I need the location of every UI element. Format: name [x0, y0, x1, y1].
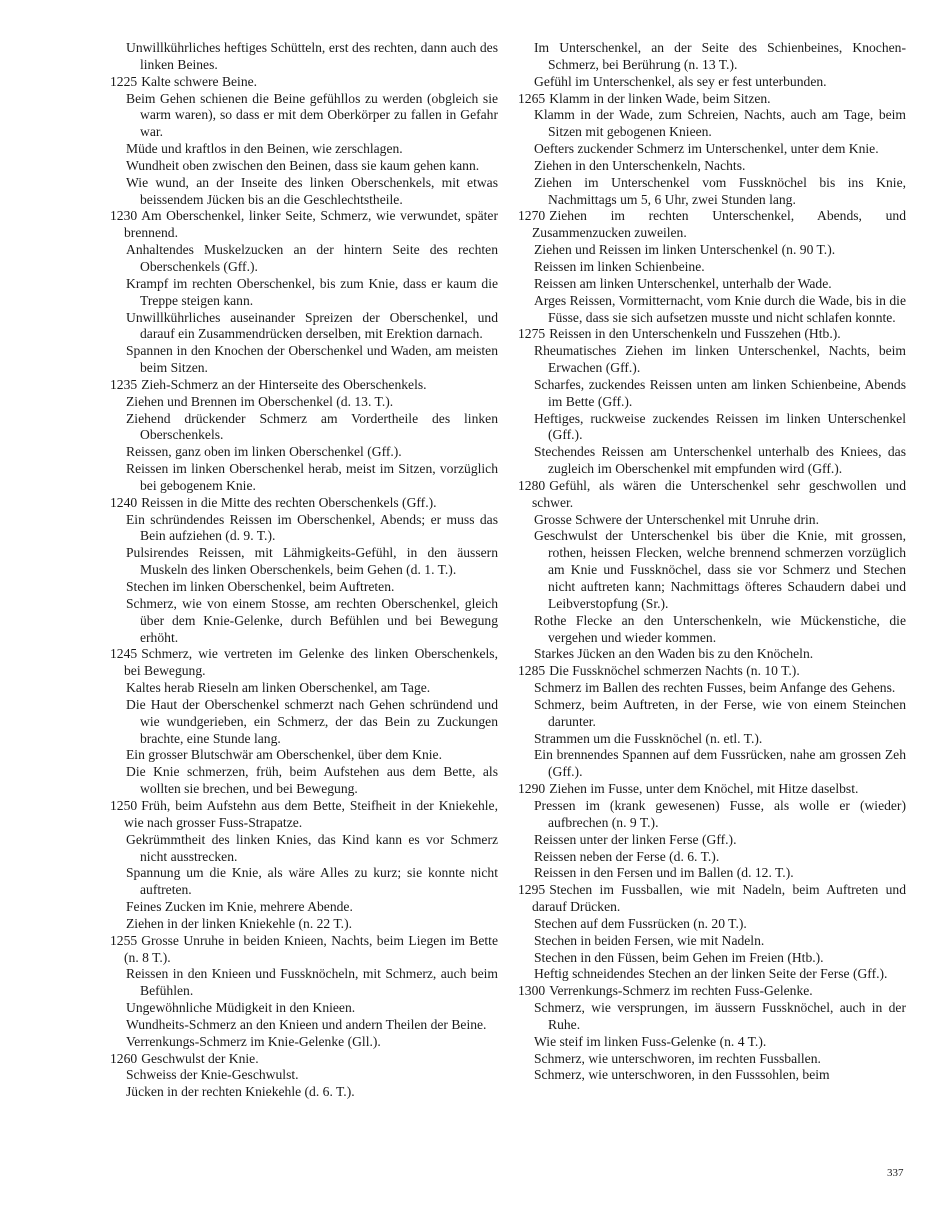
entry-text: Reissen, ganz oben im linken Oberschenkel (Gff.). — [126, 444, 402, 460]
symptom-entry — [110, 697, 498, 748]
symptom-entry — [110, 764, 498, 798]
symptom-entry — [518, 343, 906, 377]
symptom-entry — [110, 1067, 498, 1084]
entry-text: Ziehend drückender Schmerz am Vordertheile des linken Oberschenkels. — [126, 410, 498, 443]
page-number: 337 — [887, 1167, 904, 1179]
symptom-entry — [110, 680, 498, 697]
symptom-entry — [110, 461, 498, 495]
symptom-entry — [518, 613, 906, 647]
entry-number: 1250 — [110, 797, 138, 813]
entry-text: Unwillkührliches heftiges Schütteln, erst des rechten, dann auch des linken Beines. — [126, 40, 498, 72]
symptom-entry — [110, 832, 498, 866]
symptom-entry — [518, 680, 906, 697]
entry-text: Schmerz, wie unterschworen, im rechten Fussballen. — [534, 1050, 821, 1066]
symptom-entry — [518, 276, 906, 293]
entry-text: Grosse Unruhe in beiden Knieen, Nachts, beim Liegen im Bette (n. 8 T.). — [124, 932, 498, 965]
entry-text: Gekrümmtheit des linken Knies, das Kind kann es vor Schmerz nicht ausstrecken. — [126, 831, 498, 864]
symptom-entry — [518, 1067, 906, 1084]
entry-text: Müde und kraftlos in den Beinen, wie zerschlagen. — [126, 141, 403, 157]
symptom-entry — [110, 394, 498, 411]
symptom-entry — [110, 444, 498, 461]
entry-text: Feines Zucken im Knie, mehrere Abende. — [126, 899, 353, 915]
entry-text: Die Knie schmerzen, früh, beim Aufstehen aus dem Bette, als wollten sie brechen, und bei Bewegung. — [126, 764, 498, 797]
symptom-entry — [110, 579, 498, 596]
entry-text: Ziehen im Fusse, unter dem Knöchel, mit Hitze daselbst. — [549, 781, 859, 797]
entry-number: 1280 — [518, 477, 546, 493]
entry-text: Ungewöhnliche Müdigkeit in den Knieen. — [126, 1000, 356, 1016]
symptom-entry — [110, 646, 498, 680]
entry-text: Kalte schwere Beine. — [141, 73, 258, 89]
symptom-entry — [110, 175, 498, 209]
entry-text: Wie steif im linken Fuss-Gelenke (n. 4 T.). — [534, 1033, 767, 1049]
entry-text: Reissen in die Mitte des rechten Oberschenkels (Gff.). — [141, 494, 437, 510]
entry-text: Reissen neben der Ferse (d. 6. T.). — [534, 848, 720, 864]
entry-text: Verrenkungs-Schmerz im Knie-Gelenke (Gll.). — [126, 1033, 381, 1049]
entry-text: Zieh-Schmerz an der Hinterseite des Oberschenkels. — [141, 376, 427, 392]
entry-text: Schmerz, beim Auftreten, in der Ferse, wie von einem Steinchen darunter. — [534, 696, 906, 729]
symptom-entry — [518, 444, 906, 478]
entry-text: Wundheit oben zwischen den Beinen, dass sie kaum gehen kann. — [126, 157, 480, 173]
symptom-entry — [518, 91, 906, 108]
entry-number: 1295 — [518, 882, 546, 898]
entry-text: Gefühl, als wären die Unterschenkel sehr geschwollen und schwer. — [532, 477, 906, 510]
symptom-entry — [518, 377, 906, 411]
symptom-entry — [110, 495, 498, 512]
entry-text: Rothe Flecke an den Unterschenkeln, wie Mückenstiche, die vergehen und wieder kommen. — [534, 612, 906, 645]
entry-text: Stechen in den Füssen, beim Gehen im Freien (Htb.). — [534, 949, 824, 965]
symptom-entry — [518, 798, 906, 832]
symptom-entry — [518, 865, 906, 882]
symptom-entry — [110, 1051, 498, 1068]
symptom-entry — [518, 512, 906, 529]
entry-number: 1255 — [110, 932, 138, 948]
entry-text: Ziehen in den Unterschenkeln, Nachts. — [534, 157, 746, 173]
symptom-entry — [518, 882, 906, 916]
symptom-entry — [518, 697, 906, 731]
entry-text: Geschwulst der Knie. — [141, 1050, 259, 1066]
entry-text: Stechen im Fussballen, wie mit Nadeln, beim Auftreten und darauf Drücken. — [532, 882, 906, 915]
entry-number: 1260 — [110, 1050, 138, 1066]
symptom-entry — [518, 259, 906, 276]
symptom-entry — [518, 646, 906, 663]
symptom-entry — [518, 849, 906, 866]
entry-text: Krampf im rechten Oberschenkel, bis zum Knie, dass er kaum die Treppe steigen kann. — [126, 275, 498, 308]
entry-text: Reissen in den Knieen und Fussknöcheln, mit Schmerz, auch beim Befühlen. — [126, 966, 498, 999]
symptom-entry — [518, 781, 906, 798]
symptom-entry — [110, 798, 498, 832]
symptom-entry — [110, 91, 498, 142]
symptom-entry — [518, 933, 906, 950]
symptom-entry — [518, 40, 906, 74]
entry-text: Schmerz, wie unterschworen, in den Fusssohlen, beim — [534, 1067, 830, 1083]
symptom-entry — [518, 175, 906, 209]
entry-text: Scharfes, zuckendes Reissen unten am linken Schienbeine, Abends im Bette (Gff.). — [534, 376, 906, 409]
entry-number: 1235 — [110, 376, 138, 392]
symptom-entry — [110, 40, 498, 74]
entry-number: 1225 — [110, 73, 138, 89]
entry-number: 1245 — [110, 646, 138, 662]
symptom-entry — [518, 242, 906, 259]
entry-text: Reissen in den Fersen und im Ballen (d. 12. T.). — [534, 865, 794, 881]
entry-text: Beim Gehen schienen die Beine gefühllos zu werden (obgleich sie warm waren), so dass er mit dem Oberkörper zu fallen in Gefahr war. — [126, 90, 498, 140]
entry-number: 1265 — [518, 90, 546, 106]
entry-text: Reissen im linken Oberschenkel herab, meist im Sitzen, vorzüglich bei gebogenem Knie. — [126, 461, 498, 493]
entry-text: Wie wund, an der Inseite des linken Oberschenkels, mit etwas beissendem Jücken bis an die Geschlechtstheile. — [126, 174, 498, 207]
entry-text: Reissen unter der linken Ferse (Gff.). — [534, 831, 737, 847]
symptom-entry — [518, 663, 906, 680]
entry-text: Schweiss der Knie-Geschwulst. — [126, 1067, 299, 1083]
symptom-entry — [518, 478, 906, 512]
symptom-entry — [110, 966, 498, 1000]
entry-text: Ein grosser Blutschwär am Oberschenkel, über dem Knie. — [126, 747, 442, 763]
entry-text: Spannung um die Knie, als wäre Alles zu kurz; sie konnte nicht auftreten. — [126, 865, 498, 898]
symptom-entry — [110, 933, 498, 967]
symptom-entry — [110, 899, 498, 916]
symptom-entry — [518, 1034, 906, 1051]
entry-text: Pulsirendes Reissen, mit Lähmigkeits-Gefühl, in den äussern Muskeln des linken Oberschenkels, beim Gehen (d. 1. T.). — [126, 545, 498, 578]
entry-text: Unwillkührliches auseinander Spreizen der Oberschenkel, und darauf ein Zusammendrücken derselben, mit Erektion darnach. — [126, 309, 498, 342]
entry-text: Heftig schneidendes Stechen an der linken Seite der Ferse (Gff.). — [534, 966, 888, 982]
entry-text: Schmerz, wie vertreten im Gelenke des linken Oberschenkels, bei Bewegung. — [124, 646, 498, 679]
entry-text: Die Fussknöchel schmerzen Nachts (n. 10 T.). — [549, 663, 800, 679]
entry-number: 1285 — [518, 663, 546, 679]
symptom-entry — [110, 1034, 498, 1051]
entry-text: Stechendes Reissen am Unterschenkel unterhalb des Kniees, das zugleich im Oberschenkel mit empfunden wird (Gff.). — [534, 444, 906, 477]
entry-text: Schmerz, wie von einem Stosse, am rechten Oberschenkel, gleich über dem Knie-Gelenke, durch Befühlen und bei Bewegung erhöht. — [126, 595, 498, 645]
entry-text: Stechen auf dem Fussrücken (n. 20 T.). — [534, 915, 747, 931]
symptom-entry — [518, 528, 906, 612]
entry-text: Ziehen und Brennen im Oberschenkel (d. 13. T.). — [126, 393, 394, 409]
symptom-entry — [110, 343, 498, 377]
entry-text: Ziehen in der linken Kniekehle (n. 22 T.). — [126, 915, 352, 931]
right-column — [518, 40, 906, 1084]
symptom-entry — [518, 966, 906, 983]
symptom-entry — [518, 141, 906, 158]
entry-text: Arges Reissen, Vormitternacht, vom Knie durch die Wade, bis in die Füsse, dass sie sich aufsetzen musste und nicht schlafen konnte. — [534, 292, 906, 325]
symptom-entry — [110, 411, 498, 445]
entry-text: Reissen in den Unterschenkeln und Fusszehen (Htb.). — [549, 326, 841, 342]
entry-text: Klamm in der linken Wade, beim Sitzen. — [549, 90, 771, 106]
entry-text: Oefters zuckender Schmerz im Unterschenkel, unter dem Knie. — [534, 141, 879, 157]
entry-text: Schmerz im Ballen des rechten Fusses, beim Anfange des Gehens. — [534, 680, 896, 696]
entry-text: Anhaltendes Muskelzucken an der hintern Seite des rechten Oberschenkels (Gff.). — [126, 242, 498, 274]
entry-text: Grosse Schwere der Unterschenkel mit Unruhe drin. — [534, 511, 820, 527]
entry-text: Jücken in der rechten Kniekehle (d. 6. T.). — [126, 1084, 355, 1100]
symptom-entry — [110, 208, 498, 242]
entry-text: Schmerz, wie versprungen, im äussern Fussknöchel, auch in der Ruhe. — [534, 1000, 906, 1032]
symptom-entry — [518, 1051, 906, 1068]
symptom-entry — [110, 596, 498, 647]
symptom-entry — [110, 310, 498, 344]
symptom-entry — [518, 293, 906, 327]
entry-text: Strammen um die Fussknöchel (n. etl. T.). — [534, 730, 763, 746]
entry-text: Klamm in der Wade, zum Schreien, Nachts, auch am Tage, beim Sitzen mit gebogenen Knieen. — [534, 107, 906, 140]
symptom-entry — [110, 74, 498, 91]
entry-text: Ziehen im Unterschenkel vom Fussknöchel bis ins Knie, Nachmittags um 5, 6 Uhr, zwei Stunden lang. — [534, 174, 906, 207]
symptom-entry — [110, 512, 498, 546]
entry-text: Reissen im linken Schienbeine. — [534, 258, 705, 274]
entry-text: Am Oberschenkel, linker Seite, Schmerz, wie verwundet, später brennend. — [124, 208, 498, 241]
entry-text: Die Haut der Oberschenkel schmerzt nach Gehen schründend und wie wundgerieben, ein Schmerz, der das Bein zu Zuckungen brachte, eine Stunde lang. — [126, 696, 498, 746]
entry-number: 1290 — [518, 781, 546, 797]
entry-text: Geschwulst der Unterschenkel bis über die Knie, mit grossen, rothen, heissen Flecken, welche brennend schmerzen vorzüglich am Knie und Fussknöchel, dass sie vor Schmerz und Stechen nicht auftreten kann; Nachmittags öfteres Schaudern dabei und Leibverstopfung (Sr.). — [534, 528, 906, 611]
symptom-entry — [110, 1000, 498, 1017]
entry-text: Pressen im (krank gewesenen) Fusse, als wolle er (wieder) aufbrechen (n. 9 T.). — [534, 797, 906, 830]
symptom-entry — [518, 950, 906, 967]
entry-number: 1230 — [110, 208, 138, 224]
symptom-entry — [110, 276, 498, 310]
symptom-entry — [518, 107, 906, 141]
entry-text: Kaltes herab Rieseln am linken Oberschenkel, am Tage. — [126, 680, 431, 696]
entry-text: Stechen im linken Oberschenkel, beim Auftreten. — [126, 579, 395, 594]
entry-text: Rheumatisches Ziehen im linken Unterschenkel, Nachts, beim Erwachen (Gff.). — [534, 343, 906, 376]
entry-text: Ziehen und Reissen im linken Unterschenkel (n. 90 T.). — [534, 242, 836, 258]
entry-text: Früh, beim Aufstehn aus dem Bette, Steifheit in der Kniekehle, wie nach grosser Fuss-Strapatze. — [124, 797, 498, 830]
entry-text: Ein brennendes Spannen auf dem Fussrücken, nahe am grossen Zeh (Gff.). — [534, 747, 906, 780]
symptom-entry — [518, 411, 906, 445]
entry-text: Reissen am linken Unterschenkel, unterhalb der Wade. — [534, 275, 832, 291]
entry-text: Ein schründendes Reissen im Oberschenkel, Abends; er muss das Bein aufziehen (d. 9. T.). — [126, 511, 498, 544]
symptom-entry — [110, 377, 498, 394]
entry-text: Verrenkungs-Schmerz im rechten Fuss-Gelenke. — [549, 983, 813, 999]
symptom-entry — [518, 916, 906, 933]
symptom-entry — [518, 832, 906, 849]
symptom-entry — [110, 141, 498, 158]
entry-text: Stechen in beiden Fersen, wie mit Nadeln. — [534, 932, 765, 948]
symptom-entry — [110, 865, 498, 899]
symptom-entry — [518, 326, 906, 343]
symptom-entry — [518, 747, 906, 781]
symptom-entry — [518, 158, 906, 175]
entry-number: 1275 — [518, 326, 546, 342]
entry-text: Ziehen im rechten Unterschenkel, Abends, und Zusammenzucken zuweilen. — [532, 208, 906, 241]
symptom-entry — [518, 208, 906, 242]
entry-text: Starkes Jücken an den Waden bis zu den Knöcheln. — [534, 646, 814, 662]
symptom-entry — [110, 747, 498, 764]
entry-number: 1270 — [518, 208, 546, 224]
symptom-entry — [110, 545, 498, 579]
entry-text: Heftiges, ruckweise zuckendes Reissen im linken Unterschenkel (Gff.). — [534, 410, 906, 443]
symptom-entry — [518, 74, 906, 91]
entry-number: 1300 — [518, 983, 546, 999]
symptom-entry — [518, 983, 906, 1000]
entry-number: 1240 — [110, 494, 138, 510]
symptom-entry — [518, 731, 906, 748]
left-column — [110, 40, 498, 1101]
entry-text: Wundheits-Schmerz an den Knieen und andern Theilen der Beine. — [126, 1016, 487, 1032]
symptom-entry — [518, 1000, 906, 1034]
symptom-entry — [110, 1017, 498, 1034]
entry-text: Spannen in den Knochen der Oberschenkel und Waden, am meisten beim Sitzen. — [126, 343, 498, 376]
symptom-entry — [110, 916, 498, 933]
entry-text: Im Unterschenkel, an der Seite des Schienbeines, Knochen-Schmerz, bei Berührung (n. 13 T.). — [534, 40, 906, 72]
symptom-entry — [110, 1084, 498, 1101]
symptom-entry — [110, 158, 498, 175]
symptom-entry — [110, 242, 498, 276]
entry-text: Gefühl im Unterschenkel, als sey er fest unterbunden. — [534, 73, 827, 89]
